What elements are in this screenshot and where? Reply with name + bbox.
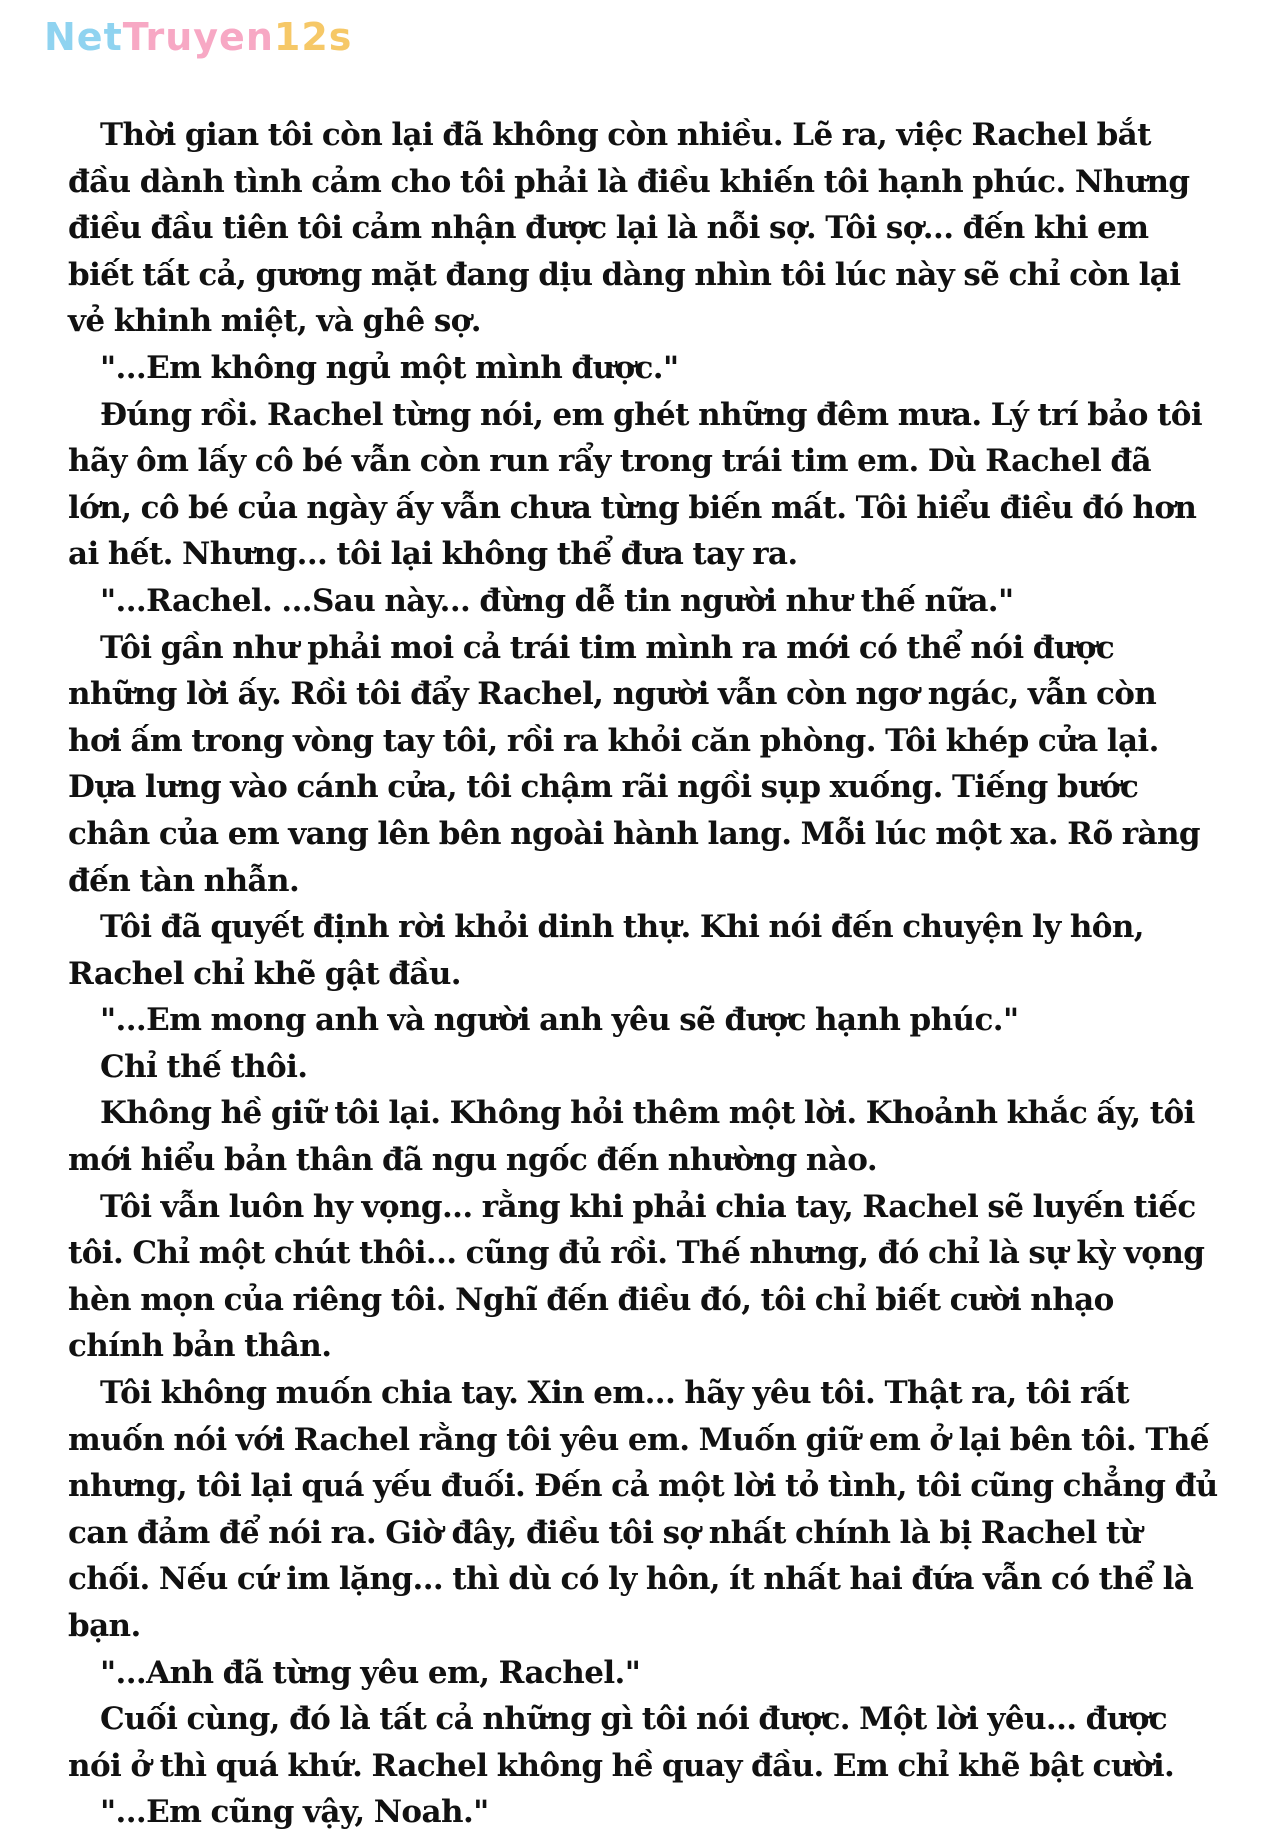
story-paragraph: Thời gian tôi còn lại đã không còn nhiều. Lẽ ra, việc Rachel bắt đầu dành tình cảm cho tôi phải là điều khiến tôi hạnh phúc. Nhưng điều đầu tiên tôi cảm nhận được lại là nỗi sợ. Tôi sợ... đến khi em biết tất cả, gương mặt đang dịu dàng nhìn tôi lúc này sẽ chỉ còn lại vẻ khinh miệt, và ghê sợ. bbox=[68, 117, 1190, 340]
story-paragraph: Tôi không muốn chia tay. Xin em... hãy yêu tôi. Thật ra, tôi rất muốn nói với Rachel rằng tôi yêu em. Muốn giữ em ở lại bên tôi. Thế nhưng, tôi lại quá yếu đuối. Đến cả một lời tỏ tình, tôi cũng chẳng đủ can đảm để nói ra. Giờ đây, điều tôi sợ nhất chính là bị Rachel từ chối. Nếu cứ im lặng... thì dù có ly hôn, ít nhất hai đứa vẫn có thể là bạn. bbox=[68, 1375, 1218, 1644]
story-paragraph: Tôi đã quyết định rời khỏi dinh thự. Khi nói đến chuyện ly hôn, Rachel chỉ khẽ gật đầu. bbox=[68, 909, 1144, 992]
story-dialogue: "...Anh đã từng yêu em, Rachel." bbox=[100, 1654, 641, 1691]
site-watermark-logo bbox=[44, 15, 353, 59]
story-dialogue: "...Em không ngủ một mình được." bbox=[100, 349, 679, 386]
story-dialogue: "...Rachel. ...Sau này... đừng dễ tin người như thế nữa." bbox=[100, 582, 1014, 619]
story-text-page bbox=[68, 112, 1218, 1836]
story-paragraph: Tôi vẫn luôn hy vọng... rằng khi phải chia tay, Rachel sẽ luyến tiếc tôi. Chỉ một chút thôi... cũng đủ rồi. Thế nhưng, đó chỉ là sự kỳ vọng hèn mọn của riêng tôi. Nghĩ đến điều đó, tôi chỉ biết cười nhạo chính bản thân. bbox=[68, 1188, 1205, 1365]
watermark-text-number: 12s bbox=[273, 15, 353, 59]
story-paragraph: Cuối cùng, đó là tất cả những gì tôi nói được. Một lời yêu... được nói ở thì quá khứ. Rachel không hề quay đầu. Em chỉ khẽ bật cười. bbox=[68, 1701, 1175, 1784]
story-paragraph: Đúng rồi. Rachel từng nói, em ghét những đêm mưa. Lý trí bảo tôi hãy ôm lấy cô bé vẫn còn run rẩy trong trái tim em. Dù Rachel đã lớn, cô bé của ngày ấy vẫn chưa từng biến mất. Tôi hiểu điều đó hơn ai hết. Nhưng... tôi lại không thể đưa tay ra. bbox=[68, 396, 1203, 573]
story-paragraph: Tôi gần như phải moi cả trái tim mình ra mới có thể nói được những lời ấy. Rồi tôi đẩy Rachel, người vẫn còn ngơ ngác, vẫn còn hơi ấm trong vòng tay tôi, rồi ra khỏi căn phòng. Tôi khép cửa lại. Dựa lưng vào cánh cửa, tôi chậm rãi ngồi sụp xuống. Tiếng bước chân của em vang lên bên ngoài hành lang. Mỗi lúc một xa. Rõ ràng đến tàn nhẫn. bbox=[68, 629, 1200, 899]
story-paragraph: Không hề giữ tôi lại. Không hỏi thêm một lời. Khoảnh khắc ấy, tôi mới hiểu bản thân đã ngu ngốc đến nhường nào. bbox=[68, 1095, 1195, 1179]
story-dialogue: "...Em mong anh và người anh yêu sẽ được hạnh phúc." bbox=[100, 1002, 1019, 1039]
story-dialogue: "...Em cũng vậy, Noah." bbox=[100, 1794, 489, 1831]
watermark-text-truyen: Truyen bbox=[122, 15, 274, 59]
watermark-text-net: Net bbox=[44, 15, 123, 59]
story-paragraph: Chỉ thế thôi. bbox=[100, 1048, 308, 1085]
